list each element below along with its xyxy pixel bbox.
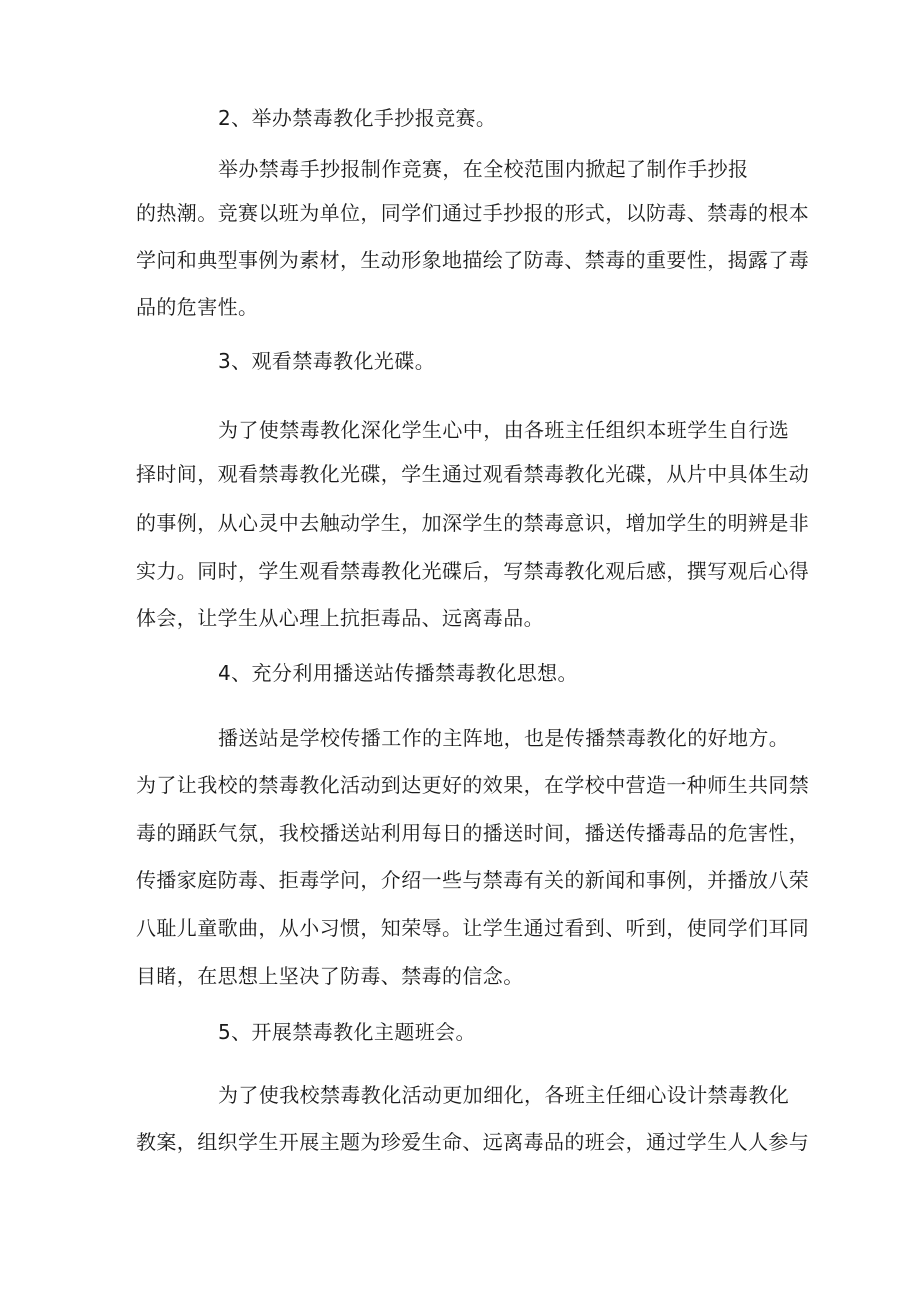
paragraph-line: 为了使禁毒教化深化学生心中，由各班主任组织本班学生自行选 <box>218 418 790 442</box>
paragraph-line: 举办禁毒手抄报制作竞赛，在全校范围内掀起了制作手抄报 <box>218 157 749 181</box>
paragraph-line: 为了使我校禁毒教化活动更加细化，各班主任细心设计禁毒教化 <box>218 1083 790 1107</box>
paragraph-line: 实力。同时，学生观看禁毒教化光碟后，写禁毒教化观后感，撰写观后心得 <box>136 559 810 583</box>
paragraph-line: 体会，让学生从心理上抗拒毒品、远离毒品。 <box>136 606 544 630</box>
paragraph-line: 传播家庭防毒、拒毒学问，介绍一些与禁毒有关的新闻和事例，并播放八荣 <box>136 868 810 892</box>
paragraph-line: 八耻儿童歌曲，从小习惯，知荣辱。让学生通过看到、听到，使同学们耳同 <box>136 916 810 940</box>
paragraph-line: 为了让我校的禁毒教化活动到达更好的效果，在学校中营造一种师生共同禁 <box>136 773 810 797</box>
section-4-heading: 4、充分利用播送站传播禁毒教化思想。 <box>218 661 578 685</box>
paragraph-line: 择时间，观看禁毒教化光碟，学生通过观看禁毒教化光碟，从片中具体生动 <box>136 462 810 486</box>
section-5-heading: 5、开展禁毒教化主题班会。 <box>218 1020 476 1044</box>
section-2-heading: 2、举办禁毒教化手抄报竞赛。 <box>218 106 497 130</box>
paragraph-line: 教案，组织学生开展主题为珍爱生命、远离毒品的班会，通过学生人人参与 <box>136 1130 810 1154</box>
section-3-heading: 3、观看禁毒教化光碟。 <box>218 349 436 373</box>
paragraph-line: 的事例，从心灵中去触动学生，加深学生的禁毒意识，增加学生的明辨是非 <box>136 511 810 535</box>
paragraph-line: 目睹，在思想上坚决了防毒、禁毒的信念。 <box>136 964 524 988</box>
paragraph-line: 的热潮。竞赛以班为单位，同学们通过手抄报的形式，以防毒、禁毒的根本 <box>136 201 810 225</box>
paragraph-line: 学问和典型事例为素材，生动形象地描绘了防毒、禁毒的重要性，揭露了毒 <box>136 248 810 272</box>
paragraph-line: 毒的踊跃气氛，我校播送站利用每日的播送时间，播送传播毒品的危害性， <box>136 821 810 845</box>
paragraph-line: 品的危害性。 <box>136 295 259 319</box>
paragraph-line: 播送站是学校传播工作的主阵地，也是传播禁毒教化的好地方。 <box>218 726 790 750</box>
